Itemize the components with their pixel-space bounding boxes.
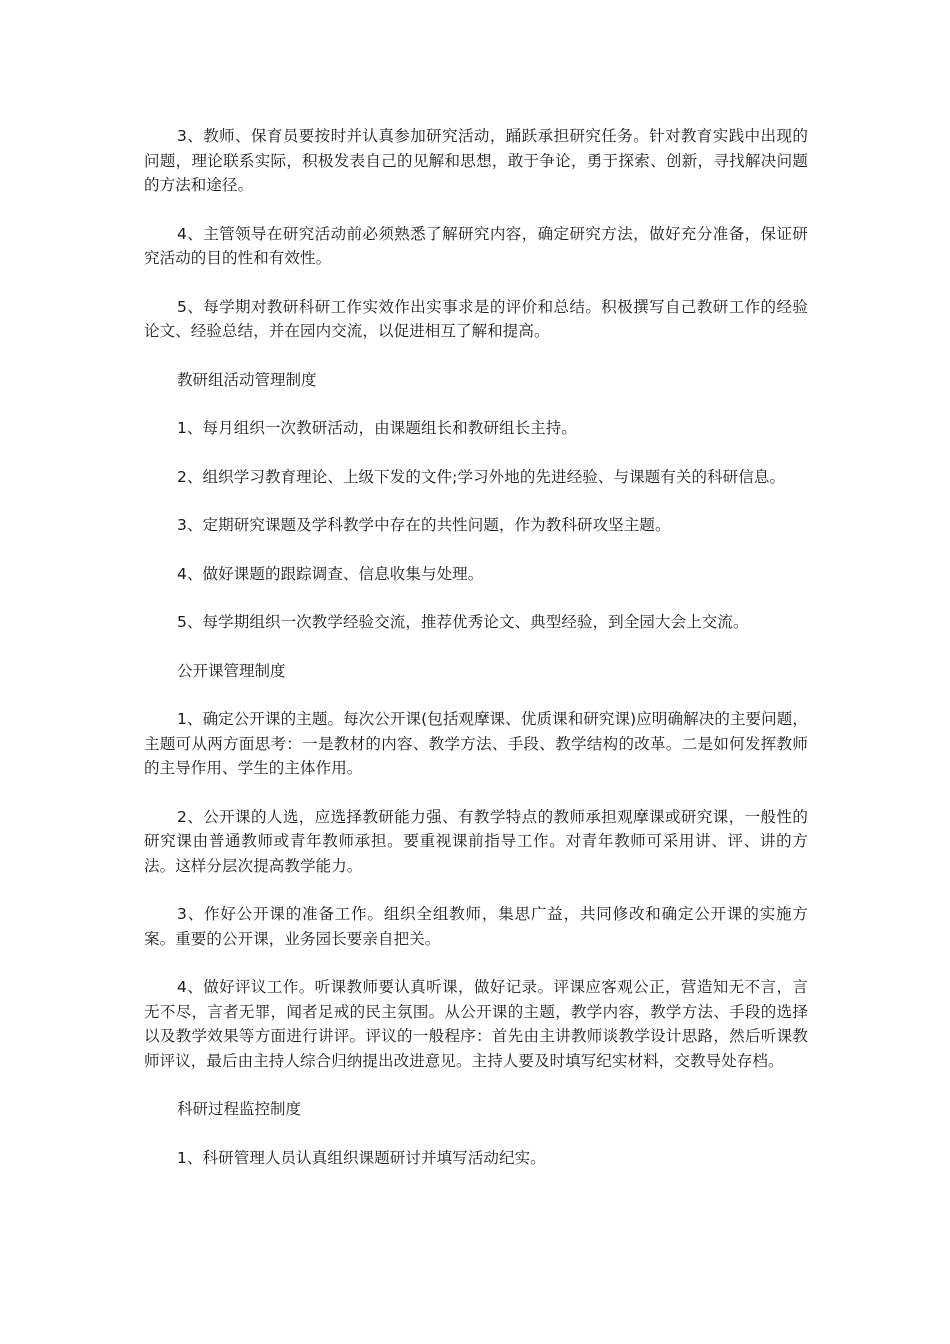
paragraph-open-class-theme: 1、确定公开课的主题。每次公开课(包括观摩课、优质课和研究课)应明确解决的主要问题，主题可从两方面思考：一是教材的内容、教学方法、手段、教学结构的改革。二是如何发挥教师的主导作用、学生的主体作用。: [144, 710, 808, 777]
document-page: [144, 124, 808, 1194]
paragraph-theory-study: 2、组织学习教育理论、上级下发的文件;学习外地的先进经验、与课题有关的科研信息。: [177, 467, 786, 486]
paragraph-research-management: 1、科研管理人员认真组织课题研讨并填写活动纪实。: [177, 1148, 546, 1167]
paragraph-research-participation: 3、教师、保育员要按时并认真参加研究活动，踊跃承担研究任务。针对教育实践中出现的问题，理论联系实际，积极发表自己的见解和思想，敢于争论，勇于探索、创新，寻找解决问题的方法和途径。: [144, 127, 808, 194]
paragraph-monthly-activity: 1、每月组织一次教研活动，由课题组长和教研组长主持。: [177, 419, 577, 437]
heading-research-monitoring-rules: 科研过程监控制度: [177, 1100, 302, 1118]
paragraph-open-class-selection: 2、公开课的人选，应选择教研能力强、有教学特点的教师承担观摩课或研究课，一般性的研究课由普通教师或青年教师承担。要重视课前指导工作。对青年教师可采用讲、评、讲的方法。这样分层次提高教学能力。: [144, 807, 808, 875]
paragraph-semester-evaluation: 5、每学期对教研科研工作实效作出实事求是的评价和总结。积极撰写自己教研工作的经验论文、经验总结，并在园内交流，以促进相互了解和提高。: [144, 297, 808, 340]
paragraph-common-problems: 3、定期研究课题及学科教学中存在的共性问题，作为教科研攻坚主题。: [177, 516, 671, 534]
heading-teaching-group-rules: 教研组活动管理制度: [177, 370, 317, 389]
paragraph-open-class-preparation: 3、作好公开课的准备工作。组织全组教师，集思广益，共同修改和确定公开课的实施方案。重要的公开课，业务园长要亲自把关。: [144, 905, 808, 948]
heading-open-class-rules: 公开课管理制度: [177, 661, 286, 680]
paragraph-tracking-survey: 4、做好课题的跟踪调查、信息收集与处理。: [177, 564, 484, 583]
paragraph-experience-exchange: 5、每学期组织一次教学经验交流，推荐优秀论文、典型经验，到全园大会上交流。: [177, 613, 749, 631]
paragraph-open-class-evaluation: 4、做好评议工作。听课教师要认真听课，做好记录。评课应客观公正，营造知无不言，言无不尽，言者无罪，闻者足戒的民主氛围。从公开课的主题，教学内容，教学方法、手段的选择以及教学效果等方面进行讲评。评议的一般程序：首先由主讲教师谈教学设计思路，然后听课教师评议，最后由主持人综合归纳提出改进意见。主持人要及时填写纪实材料，交教导处存档。: [144, 978, 808, 1070]
paragraph-leader-preparation: 4、主管领导在研究活动前必须熟悉了解研究内容，确定研究方法，做好充分准备，保证研究活动的目的性和有效性。: [144, 224, 808, 267]
